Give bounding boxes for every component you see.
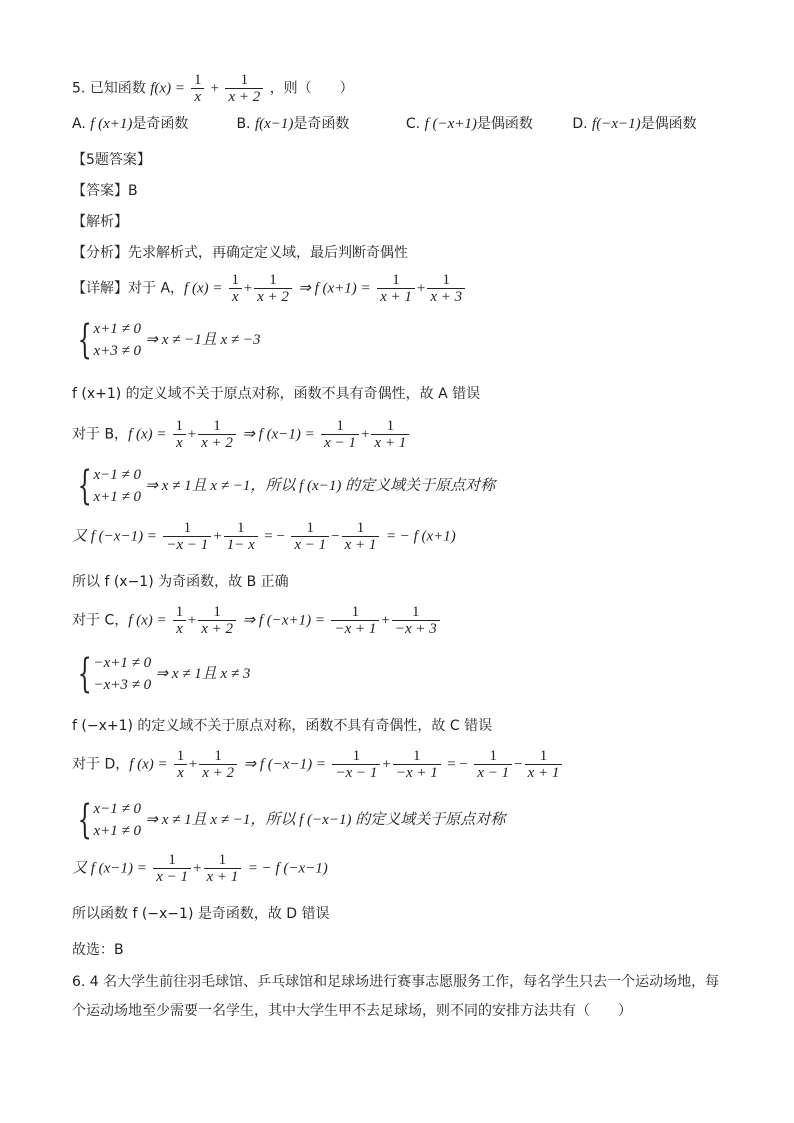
equation-system: { x+1 ≠ 0 x+3 ≠ 0 — [77, 317, 141, 363]
fraction: $\frac{1}{x + 3}$ — [427, 272, 465, 305]
detail-b-you: 又 f (−x−1) = $\frac{1}{-x - 1}$ + $\frac{1}{1- x}$ = − $\frac{1}{x - 1}$ − $\frac{1}{x + 1}$ = − f (x+1) — [72, 520, 456, 553]
fraction: $\frac{1}{-x + 3}$ — [392, 604, 440, 637]
fraction: $\frac{1}{x + 1}$ — [204, 852, 242, 885]
fraction: $\frac{1}{x - 1}$ — [474, 748, 512, 781]
answer: 【答案】B — [72, 183, 138, 199]
fraction: $\frac{1}{x + 1}$ — [371, 418, 409, 451]
detail-c-system: { −x+1 ≠ 0 −x+3 ≠ 0 ⇒ x ≠ 1且 x ≠ 3 — [72, 652, 250, 696]
fraction: $\frac{1}{x + 1}$ — [377, 272, 415, 305]
answer-block-heading: 【5题答案】 — [72, 152, 151, 168]
q5-fx: f(x) = — [150, 80, 185, 97]
fraction: $\frac{1}{x + 2}$ — [198, 604, 236, 637]
fraction: $\frac{1}{x + 1}$ — [525, 748, 563, 781]
detail-b-eq: 对于 B，f (x) = $\frac{1}{x}$ + $\frac{1}{x + 2}$ ⇒ f (x−1) = $\frac{1}{x - 1}$ + $\frac{1}{x + 1}$ — [72, 418, 411, 451]
option-c[interactable]: C. f (−x+1)是偶函数 — [405, 116, 533, 132]
equation-system: { x−1 ≠ 0 x+1 ≠ 0 — [77, 797, 141, 843]
fraction: $\frac{1}{x - 1}$ — [321, 418, 359, 451]
equation-system: { −x+1 ≠ 0 −x+3 ≠ 0 — [77, 651, 152, 697]
frac: $\frac{1}{x + 2}$ — [225, 72, 263, 105]
frac: $\frac{1}{x}$ — [191, 72, 204, 105]
q6-line-1: 6. 4 名大学生前往羽毛球馆、乒乓球馆和足球场进行赛事志愿服务工作，每名学生只去一个运动场地，每 — [72, 974, 720, 990]
option-b[interactable]: B. f(x−1)是奇函数 — [236, 116, 350, 132]
detail-d-conclusion: 所以函数 f (−x−1) 是奇函数，故 D 错误 — [72, 906, 330, 922]
q5-stem: 5. 已知函数 f(x) = $\frac{1}{x}$ + $\frac{1}{x + 2}$ ，则（ ） — [72, 72, 354, 105]
fraction: $\frac{1}{x}$ — [173, 418, 186, 451]
q6-line-2: 个运动场地至少需要一名学生，其中大学生甲不去足球场，则不同的安排方法共有（ ） — [72, 1003, 632, 1019]
fraction: $\frac{1}{x - 1}$ — [153, 852, 191, 885]
fraction: $\frac{1}{x + 2}$ — [254, 272, 292, 305]
fraction: $\frac{1}{x + 2}$ — [198, 418, 236, 451]
analysis-heading: 【解析】 — [72, 214, 128, 230]
fraction: $\frac{1}{-x + 1}$ — [331, 604, 379, 637]
fraction: $\frac{1}{-x - 1}$ — [332, 748, 380, 781]
q5-options — [72, 114, 697, 134]
detail-d-you: 又 f (x−1) = $\frac{1}{x - 1}$ + $\frac{1}{x + 1}$ = − f (−x−1) — [72, 852, 328, 885]
equation-system: { x−1 ≠ 0 x+1 ≠ 0 — [77, 463, 141, 509]
fraction: $\frac{1}{x}$ — [173, 604, 186, 637]
detail-a-system: { x+1 ≠ 0 x+3 ≠ 0 ⇒ x ≠ −1且 x ≠ −3 — [72, 318, 261, 362]
fraction: $\frac{1}{x - 1}$ — [291, 520, 329, 553]
fraction: $\frac{1}{1- x}$ — [224, 520, 258, 553]
fraction: $\frac{1}{x}$ — [229, 272, 242, 305]
final-choice: 故选：B — [72, 942, 124, 958]
option-d[interactable]: D. f(−x−1)是偶函数 — [572, 116, 697, 132]
detail-a-conclusion: f (x+1) 的定义域不关于原点对称，函数不具有奇偶性，故 A 错误 — [72, 386, 481, 402]
detail-c-eq: 对于 C，f (x) = $\frac{1}{x}$ + $\frac{1}{x + 2}$ ⇒ f (−x+1) = $\frac{1}{-x + 1}$ + $\frac{1}{-x + 3}$ — [72, 604, 442, 637]
fraction: $\frac{1}{x + 2}$ — [199, 748, 237, 781]
q5-stem-post: ，则（ ） — [269, 80, 354, 97]
fraction: $\frac{1}{-x + 1}$ — [393, 748, 441, 781]
detail-b-conclusion: 所以 f (x−1) 为奇函数，故 B 正确 — [72, 574, 289, 590]
detail-a-eq: 【详解】对于 A，f (x) = $\frac{1}{x}$ + $\frac{1}{x + 2}$ ⇒ f (x+1) = $\frac{1}{x + 1}$ + $\frac{1}{x + 3}$ — [72, 272, 467, 305]
detail-c-conclusion: f (−x+1) 的定义域不关于原点对称，函数不具有奇偶性，故 C 错误 — [72, 718, 493, 734]
fraction: $\frac{1}{x + 1}$ — [342, 520, 380, 553]
q5-stem-pre: 5. 已知函数 — [72, 80, 146, 97]
fenxi: 【分析】先求解析式，再确定定义域，最后判断奇偶性 — [72, 245, 408, 261]
fraction: $\frac{1}{-x - 1}$ — [163, 520, 211, 553]
fraction: $\frac{1}{x}$ — [174, 748, 187, 781]
detail-d-eq: 对于 D，f (x) = $\frac{1}{x}$ + $\frac{1}{x + 2}$ ⇒ f (−x−1) = $\frac{1}{-x - 1}$ + $\frac{1}{-x + 1}$ = − $\frac{1}{x - 1}$ − $\frac{1}{x + 1}$ — [72, 748, 564, 781]
detail-d-system: { x−1 ≠ 0 x+1 ≠ 0 ⇒ x ≠ 1且 x ≠ −1，所以 f (−x−1) 的定义域关于原点对称 — [72, 798, 505, 842]
detail-b-system: { x−1 ≠ 0 x+1 ≠ 0 ⇒ x ≠ 1且 x ≠ −1，所以 f (x−1) 的定义域关于原点对称 — [72, 464, 495, 508]
option-a[interactable]: A. f (x+1)是奇函数 — [72, 116, 189, 132]
